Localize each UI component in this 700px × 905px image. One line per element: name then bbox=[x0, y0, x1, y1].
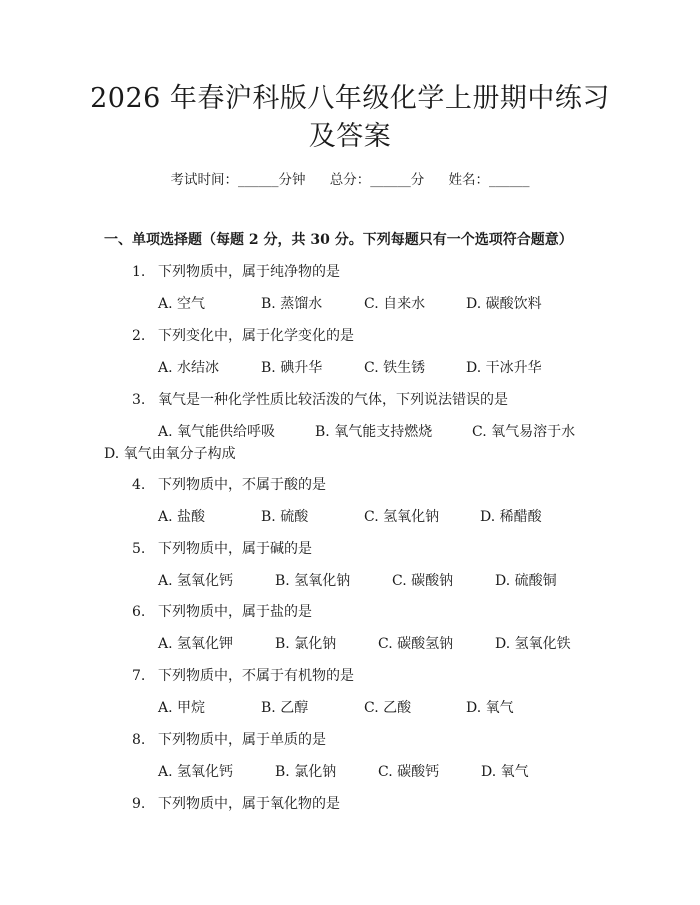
option-a: A. 氢氧化钙 bbox=[158, 573, 234, 589]
option-d: D. 氢氧化铁 bbox=[495, 636, 571, 652]
time-unit: 分钟 bbox=[278, 172, 306, 188]
question-2 bbox=[132, 325, 354, 345]
question-text: 下列物质中，属于氧化物的是 bbox=[158, 796, 340, 812]
option-a: A. 甲烷 bbox=[158, 700, 206, 716]
question-3 bbox=[132, 389, 508, 409]
question-text: 下列物质中，属于单质的是 bbox=[158, 732, 326, 748]
question-text: 下列变化中，属于化学变化的是 bbox=[158, 328, 354, 344]
exam-name bbox=[449, 168, 530, 188]
option-c: C. 碳酸钙 bbox=[378, 764, 440, 780]
question-text: 氧气是一种化学性质比较活泼的气体，下列说法错误的是 bbox=[158, 392, 508, 408]
option-a: A. 空气 bbox=[158, 296, 206, 312]
option-a: A. 盐酸 bbox=[158, 509, 206, 525]
question-9 bbox=[132, 793, 340, 813]
question-5 bbox=[132, 538, 312, 558]
question-text: 下列物质中，不属于酸的是 bbox=[158, 477, 326, 493]
option-c: C. 乙酸 bbox=[364, 700, 412, 716]
question-8 bbox=[132, 729, 326, 749]
question-7 bbox=[132, 665, 354, 685]
option-b: B. 碘升华 bbox=[261, 360, 323, 376]
option-a: A. 氧气能供给呼吸 bbox=[158, 424, 276, 440]
question-number: 9. bbox=[132, 796, 146, 812]
option-d: D. 硫酸铜 bbox=[495, 573, 557, 589]
time-label: 考试时间： bbox=[170, 172, 238, 188]
option-c: C. 氢氧化钠 bbox=[364, 509, 440, 525]
option-b: B. 氯化钠 bbox=[275, 636, 337, 652]
option-a: A. 氢氧化钾 bbox=[158, 636, 234, 652]
question-4 bbox=[132, 474, 326, 494]
option-b: B. 硫酸 bbox=[261, 509, 309, 525]
option-c: C. 氧气易溶于水 bbox=[472, 424, 576, 440]
question-text: 下列物质中，属于碱的是 bbox=[158, 541, 312, 557]
question-number: 8. bbox=[132, 732, 146, 748]
question-6 bbox=[132, 601, 312, 621]
question-number: 6. bbox=[132, 604, 146, 620]
score-label: 总分： bbox=[329, 172, 371, 188]
option-d: D. 稀醋酸 bbox=[480, 509, 542, 525]
score-unit: 分 bbox=[410, 172, 425, 188]
option-d: D. 干冰升华 bbox=[466, 360, 542, 376]
option-b: B. 氢氧化钠 bbox=[275, 573, 351, 589]
question-text: 下列物质中，不属于有机物的是 bbox=[158, 668, 354, 684]
option-c: C. 碳酸钠 bbox=[392, 573, 454, 589]
option-c: C. 自来水 bbox=[364, 296, 426, 312]
question-number: 4. bbox=[132, 477, 146, 493]
option-b: B. 蒸馏水 bbox=[261, 296, 323, 312]
page-title: 2026 年春沪科版八年级化学上册期中练习及答案 bbox=[90, 83, 610, 152]
question-number: 2. bbox=[132, 328, 146, 344]
question-number: 7. bbox=[132, 668, 146, 684]
option-a: A. 水结冰 bbox=[158, 360, 220, 376]
question-number: 1. bbox=[132, 264, 146, 280]
option-d: D. 氧气 bbox=[481, 764, 529, 780]
option-c: C. 铁生锈 bbox=[364, 360, 426, 376]
time-blank: ______ bbox=[237, 172, 279, 188]
option-b: B. 乙醇 bbox=[261, 700, 309, 716]
question-text: 下列物质中，属于盐的是 bbox=[158, 604, 312, 620]
question-1 bbox=[132, 261, 340, 281]
name-label: 姓名： bbox=[448, 172, 490, 188]
question-number: 3. bbox=[132, 392, 146, 408]
name-blank: ______ bbox=[489, 172, 530, 188]
section-heading: 一、单项选择题（每题 2 分，共 30 分。下列每题只有一个选项符合题意） bbox=[104, 232, 573, 248]
score-blank: ______ bbox=[370, 172, 411, 188]
option-d: D. 氧气由氧分子构成 bbox=[104, 446, 236, 462]
exam-meta bbox=[0, 168, 700, 188]
option-a: A. 氢氧化钙 bbox=[158, 764, 234, 780]
option-d: D. 氧气 bbox=[466, 700, 514, 716]
exam-time bbox=[170, 168, 305, 188]
question-number: 5. bbox=[132, 541, 146, 557]
option-c: C. 碳酸氢钠 bbox=[378, 636, 454, 652]
option-b: B. 氧气能支持燃烧 bbox=[315, 424, 433, 440]
option-b: B. 氯化钠 bbox=[275, 764, 337, 780]
exam-score bbox=[330, 168, 425, 188]
question-text: 下列物质中，属于纯净物的是 bbox=[158, 264, 340, 280]
option-d: D. 碳酸饮料 bbox=[466, 296, 542, 312]
